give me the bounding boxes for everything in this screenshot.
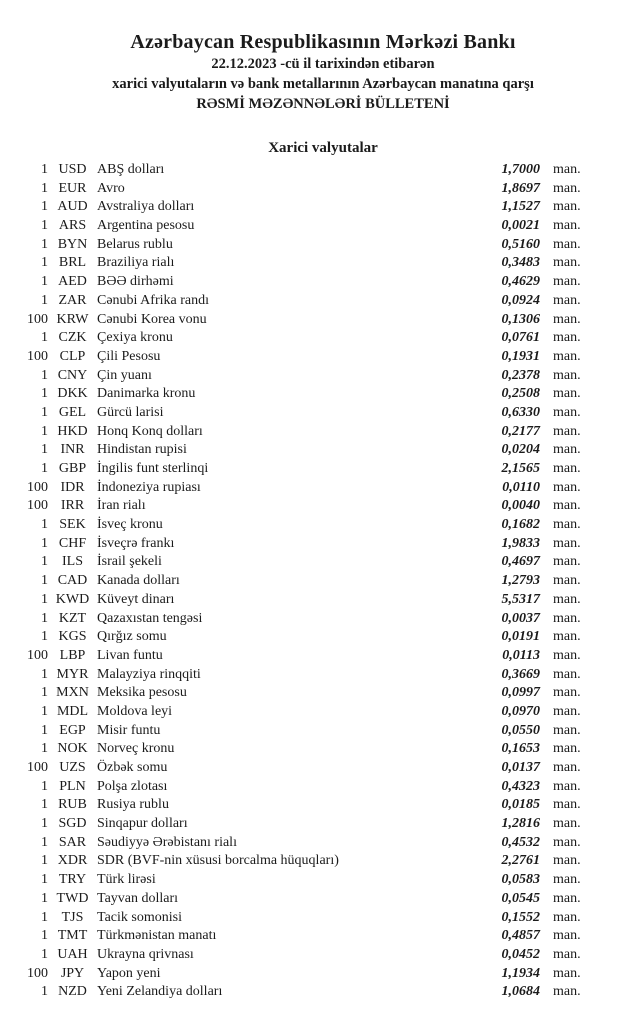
quantity-cell: 1	[41, 423, 48, 439]
currency-code-cell: AED	[58, 274, 87, 290]
unit-label-cell: man.	[553, 498, 581, 514]
rate-value-cell: 0,1653	[501, 741, 540, 757]
unit-label-cell: man.	[553, 573, 581, 589]
rate-row	[0, 348, 620, 367]
currency-code-cell: TRY	[58, 872, 87, 888]
currency-code-cell: EGP	[59, 722, 86, 738]
quantity-cell: 100	[27, 311, 48, 327]
rate-value-cell: 1,9833	[501, 535, 540, 551]
currency-code-cell: MDL	[56, 703, 89, 719]
currency-name-cell: İsveçrə frankı	[97, 535, 175, 551]
currency-code-cell: SEK	[59, 517, 86, 533]
unit-label-cell: man.	[553, 330, 581, 346]
quantity-cell: 1	[41, 629, 48, 645]
currency-name-cell: Malayziya rinqqiti	[97, 666, 201, 682]
quantity-cell: 1	[41, 946, 48, 962]
currency-name-cell: Çili Pesosu	[97, 348, 161, 364]
effective-date-line: 22.12.2023 -cü il tarixindən etibarən	[211, 56, 435, 72]
quantity-cell: 1	[41, 292, 48, 308]
quantity-cell: 1	[41, 853, 48, 869]
rate-value-cell: 0,0545	[501, 890, 540, 906]
currency-code-cell: MYR	[56, 666, 89, 682]
rate-value-cell: 0,0185	[501, 797, 540, 813]
rate-value-cell: 0,4532	[501, 834, 540, 850]
rate-value-cell: 0,0037	[501, 610, 540, 626]
quantity-cell: 1	[41, 778, 48, 794]
currency-code-cell: BRL	[58, 255, 87, 271]
unit-label-cell: man.	[553, 442, 581, 458]
rate-value-cell: 5,5317	[501, 591, 540, 607]
rate-value-cell: 0,1931	[501, 348, 540, 364]
rate-value-cell: 0,3669	[501, 666, 540, 682]
currency-name-cell: Moldova leyi	[97, 703, 173, 719]
rate-value-cell: 0,2378	[501, 367, 540, 383]
currency-name-cell: Yapon yeni	[97, 965, 161, 981]
rate-row	[0, 572, 620, 591]
unit-label-cell: man.	[553, 367, 581, 383]
unit-label-cell: man.	[553, 292, 581, 308]
rate-value-cell: 1,2816	[501, 816, 540, 832]
rate-row	[0, 796, 620, 815]
quantity-cell: 1	[41, 461, 48, 476]
rate-row	[0, 161, 620, 180]
rate-value-cell: 0,0113	[502, 647, 540, 663]
rate-row	[0, 535, 620, 554]
unit-label-cell: man.	[553, 797, 581, 813]
unit-label-cell: man.	[553, 703, 581, 719]
rate-row	[0, 273, 620, 292]
rate-row	[0, 460, 620, 479]
rate-value-cell: 0,0191	[501, 629, 540, 645]
quantity-cell: 100	[27, 647, 48, 663]
quantity-cell: 100	[27, 760, 48, 775]
currency-code-cell: CZK	[58, 330, 87, 346]
currency-code-cell: MXN	[56, 685, 89, 701]
section-title-foreign-currencies: Xarici valyutalar	[268, 140, 378, 156]
unit-label-cell: man.	[553, 816, 581, 832]
unit-label-cell: man.	[553, 479, 581, 495]
quantity-cell: 1	[41, 591, 48, 607]
currency-code-cell: LBP	[59, 647, 86, 663]
unit-label-cell: man.	[553, 722, 581, 738]
currency-code-cell: NZD	[58, 984, 87, 1000]
currency-name-cell: SDR (BVF-nin xüsusi borcalma hüquqları)	[97, 853, 339, 869]
currency-code-cell: BYN	[57, 236, 88, 252]
currency-code-cell: UZS	[59, 760, 86, 775]
quantity-cell: 1	[41, 928, 48, 944]
quantity-cell: 1	[41, 367, 48, 383]
currency-name-cell: ABŞ dolları	[97, 162, 165, 177]
rate-value-cell: 1,8697	[501, 180, 540, 196]
currency-name-cell: İndoneziya rupiası	[97, 479, 201, 495]
unit-label-cell: man.	[553, 909, 581, 925]
currency-code-cell: RUB	[58, 797, 87, 813]
unit-label-cell: man.	[553, 685, 581, 701]
rate-value-cell: 0,4323	[501, 778, 540, 794]
quantity-cell: 1	[41, 666, 48, 682]
quantity-cell: 1	[41, 610, 48, 626]
currency-code-cell: USD	[58, 162, 87, 177]
rate-value-cell: 1,2793	[501, 573, 540, 589]
quantity-cell: 1	[41, 442, 48, 458]
quantity-cell: 100	[27, 965, 48, 981]
rate-value-cell: 1,1527	[501, 199, 540, 215]
rate-value-cell: 0,0761	[501, 330, 540, 346]
quantity-cell: 1	[41, 816, 48, 832]
unit-label-cell: man.	[553, 965, 581, 981]
currency-name-cell: İsveç kronu	[97, 517, 163, 533]
rate-value-cell: 1,7000	[501, 162, 540, 177]
rate-value-cell: 0,1306	[501, 311, 540, 327]
rate-row	[0, 871, 620, 890]
rate-row	[0, 852, 620, 871]
currency-code-cell: TJS	[61, 909, 84, 925]
currency-code-cell: AUD	[57, 199, 88, 215]
unit-label-cell: man.	[553, 629, 581, 645]
currency-name-cell: İngilis funt sterlinqi	[97, 461, 209, 476]
currency-name-cell: BƏƏ dirhəmi	[97, 274, 174, 290]
currency-name-cell: Türkmənistan manatı	[97, 928, 217, 944]
rate-value-cell: 0,0040	[501, 498, 540, 514]
rate-row	[0, 497, 620, 516]
rate-row	[0, 890, 620, 909]
rate-row	[0, 404, 620, 423]
currency-code-cell: KWD	[55, 591, 90, 607]
unit-label-cell: man.	[553, 162, 581, 177]
currency-name-cell: Çexiya kronu	[97, 330, 173, 346]
rate-row	[0, 198, 620, 217]
rate-value-cell: 0,0970	[501, 703, 540, 719]
rate-row	[0, 610, 620, 629]
subtitle-line: xarici valyutaların və bank metallarının Azərbaycan manatına qarşı	[112, 76, 534, 92]
rate-value-cell: 2,2761	[501, 853, 540, 869]
unit-label-cell: man.	[553, 890, 581, 906]
rate-row	[0, 591, 620, 610]
unit-label-cell: man.	[553, 872, 581, 888]
rate-value-cell: 0,0021	[501, 218, 540, 234]
quantity-cell: 1	[41, 255, 48, 271]
rate-value-cell: 0,2177	[501, 423, 540, 439]
rate-row	[0, 722, 620, 741]
currency-code-cell: ZAR	[58, 292, 87, 308]
currency-name-cell: Qırğız somu	[97, 629, 167, 645]
currency-code-cell: KZT	[58, 610, 87, 626]
unit-label-cell: man.	[553, 610, 581, 626]
currency-name-cell: Səudiyyə Ərəbistanı rialı	[97, 834, 237, 850]
currency-name-cell: Belarus rublu	[97, 236, 173, 252]
currency-code-cell: KRW	[56, 311, 89, 327]
rate-value-cell: 0,0452	[501, 946, 540, 962]
unit-label-cell: man.	[553, 386, 581, 402]
quantity-cell: 1	[41, 890, 48, 906]
unit-label-cell: man.	[553, 180, 581, 196]
unit-label-cell: man.	[553, 666, 581, 682]
rate-value-cell: 0,4697	[501, 554, 540, 570]
rate-row	[0, 965, 620, 984]
currency-code-cell: PLN	[59, 778, 86, 794]
currency-code-cell: SAR	[58, 834, 87, 850]
currency-code-cell: IDR	[60, 479, 85, 495]
quantity-cell: 1	[41, 834, 48, 850]
currency-code-cell: HKD	[57, 423, 88, 439]
currency-name-cell: Livan funtu	[97, 647, 163, 663]
currency-name-cell: Küveyt dinarı	[97, 591, 175, 607]
rate-value-cell: 0,0110	[502, 479, 540, 495]
rate-row	[0, 983, 620, 1002]
quantity-cell: 1	[41, 722, 48, 738]
currency-code-cell: XDR	[57, 853, 88, 869]
quantity-cell: 1	[41, 685, 48, 701]
rate-row	[0, 479, 620, 498]
rate-row	[0, 311, 620, 330]
rate-value-cell: 0,0137	[501, 760, 540, 775]
unit-label-cell: man.	[553, 461, 581, 476]
rate-value-cell: 2,1565	[501, 461, 540, 476]
currency-name-cell: Argentina pesosu	[97, 218, 195, 234]
currency-name-cell: Danimarka kronu	[97, 386, 196, 402]
rate-row	[0, 180, 620, 199]
currency-name-cell: Çin yuanı	[97, 367, 152, 383]
currency-code-cell: INR	[60, 442, 85, 458]
quantity-cell: 1	[41, 797, 48, 813]
currency-name-cell: Rusiya rublu	[97, 797, 169, 813]
currency-code-cell: CAD	[57, 573, 88, 589]
currency-name-cell: Özbək somu	[97, 760, 168, 775]
currency-code-cell: CHF	[58, 535, 87, 551]
rate-row	[0, 254, 620, 273]
unit-label-cell: man.	[553, 946, 581, 962]
unit-label-cell: man.	[553, 535, 581, 551]
unit-label-cell: man.	[553, 554, 581, 570]
rate-value-cell: 0,1552	[501, 909, 540, 925]
quantity-cell: 100	[27, 479, 48, 495]
unit-label-cell: man.	[553, 423, 581, 439]
unit-label-cell: man.	[553, 834, 581, 850]
quantity-cell: 1	[41, 535, 48, 551]
rate-row	[0, 946, 620, 965]
quantity-cell: 1	[41, 386, 48, 402]
quantity-cell: 100	[27, 498, 48, 514]
rate-row	[0, 909, 620, 928]
rate-row	[0, 927, 620, 946]
currency-code-cell: IRR	[60, 498, 85, 514]
currency-name-cell: Yeni Zelandiya dolları	[97, 984, 223, 1000]
currency-name-cell: İsrail şekeli	[97, 554, 162, 570]
rate-row	[0, 217, 620, 236]
quantity-cell: 1	[41, 741, 48, 757]
rate-row	[0, 385, 620, 404]
rate-value-cell: 1,0684	[501, 984, 540, 1000]
currency-code-cell: TWD	[56, 890, 89, 906]
rate-value-cell: 0,0924	[501, 292, 540, 308]
quantity-cell: 1	[41, 274, 48, 290]
currency-name-cell: Cənubi Afrika randı	[97, 292, 209, 308]
rate-row	[0, 740, 620, 759]
currency-code-cell: KGS	[58, 629, 87, 645]
rate-row	[0, 516, 620, 535]
unit-label-cell: man.	[553, 218, 581, 234]
rate-row	[0, 703, 620, 722]
rate-row	[0, 367, 620, 386]
currency-name-cell: Ukrayna qrivnası	[97, 946, 194, 962]
currency-name-cell: Polşa zlotası	[97, 778, 168, 794]
rate-value-cell: 0,2508	[501, 386, 540, 402]
rate-value-cell: 0,3483	[501, 255, 540, 271]
currency-name-cell: Meksika pesosu	[97, 685, 187, 701]
rate-row	[0, 423, 620, 442]
quantity-cell: 1	[41, 703, 48, 719]
rate-value-cell: 0,4629	[501, 274, 540, 290]
currency-code-cell: CLP	[59, 348, 86, 364]
exchange-rates-table	[0, 161, 620, 1002]
currency-code-cell: EUR	[58, 180, 87, 196]
quantity-cell: 1	[41, 872, 48, 888]
currency-code-cell: DKK	[57, 386, 88, 402]
rate-value-cell: 0,6330	[501, 404, 540, 420]
quantity-cell: 1	[41, 330, 48, 346]
rate-value-cell: 0,0997	[501, 685, 540, 701]
unit-label-cell: man.	[553, 517, 581, 533]
rate-value-cell: 0,1682	[501, 517, 540, 533]
quantity-cell: 1	[41, 199, 48, 215]
rate-value-cell: 0,4857	[501, 928, 540, 944]
quantity-cell: 1	[41, 162, 48, 177]
unit-label-cell: man.	[553, 984, 581, 1000]
quantity-cell: 1	[41, 517, 48, 533]
quantity-cell: 1	[41, 404, 48, 420]
rate-value-cell: 1,1934	[501, 965, 540, 981]
rate-value-cell: 0,0204	[501, 442, 540, 458]
currency-name-cell: Hindistan rupisi	[97, 442, 187, 458]
rate-row	[0, 329, 620, 348]
currency-code-cell: UAH	[57, 946, 88, 962]
currency-name-cell: Cənubi Korea vonu	[97, 311, 207, 327]
unit-label-cell: man.	[553, 853, 581, 869]
unit-label-cell: man.	[553, 404, 581, 420]
unit-label-cell: man.	[553, 255, 581, 271]
bulletin-title: RƏSMİ MƏZƏNNƏLƏRİ BÜLLETENİ	[196, 96, 450, 112]
rate-row	[0, 778, 620, 797]
rate-row	[0, 666, 620, 685]
unit-label-cell: man.	[553, 591, 581, 607]
quantity-cell: 1	[41, 909, 48, 925]
currency-name-cell: Kanada dolları	[97, 573, 180, 589]
rate-row	[0, 647, 620, 666]
quantity-cell: 100	[27, 348, 48, 364]
rate-row	[0, 815, 620, 834]
unit-label-cell: man.	[553, 311, 581, 327]
unit-label-cell: man.	[553, 236, 581, 252]
currency-code-cell: NOK	[57, 741, 88, 757]
currency-code-cell: JPY	[60, 965, 85, 981]
currency-code-cell: CNY	[57, 367, 88, 383]
currency-name-cell: Gürcü larisi	[97, 404, 164, 420]
unit-label-cell: man.	[553, 741, 581, 757]
rate-value-cell: 0,0583	[501, 872, 540, 888]
rate-row	[0, 236, 620, 255]
currency-code-cell: GBP	[58, 461, 87, 476]
rate-row	[0, 684, 620, 703]
currency-name-cell: Qazaxıstan tengəsi	[97, 610, 203, 626]
unit-label-cell: man.	[553, 199, 581, 215]
unit-label-cell: man.	[553, 348, 581, 364]
currency-code-cell: TMT	[57, 928, 88, 944]
rate-row	[0, 292, 620, 311]
currency-code-cell: GEL	[58, 404, 87, 420]
currency-name-cell: Avstraliya dolları	[97, 199, 195, 215]
rate-value-cell: 0,5160	[501, 236, 540, 252]
currency-name-cell: Tacik somonisi	[97, 909, 182, 925]
unit-label-cell: man.	[553, 778, 581, 794]
rate-row	[0, 628, 620, 647]
quantity-cell: 1	[41, 180, 48, 196]
rate-row	[0, 553, 620, 572]
quantity-cell: 1	[41, 573, 48, 589]
bulletin-header	[0, 30, 620, 114]
quantity-cell: 1	[41, 554, 48, 570]
currency-name-cell: Türk lirəsi	[97, 872, 156, 888]
currency-code-cell: SGD	[58, 816, 87, 832]
currency-code-cell: ILS	[62, 554, 83, 570]
currency-name-cell: Honq Konq dolları	[97, 423, 203, 439]
quantity-cell: 1	[41, 218, 48, 234]
rate-row	[0, 834, 620, 853]
unit-label-cell: man.	[553, 928, 581, 944]
currency-name-cell: Sinqapur dolları	[97, 816, 188, 832]
bank-name-title: Azərbaycan Respublikasının Mərkəzi Bankı	[130, 31, 516, 53]
unit-label-cell: man.	[553, 274, 581, 290]
quantity-cell: 1	[41, 236, 48, 252]
currency-name-cell: Braziliya rialı	[97, 255, 175, 271]
currency-name-cell: Tayvan dolları	[97, 890, 179, 906]
quantity-cell: 1	[41, 984, 48, 1000]
currency-name-cell: Avro	[97, 180, 125, 196]
currency-name-cell: İran rialı	[97, 498, 146, 514]
currency-name-cell: Norveç kronu	[97, 741, 175, 757]
rate-row	[0, 759, 620, 778]
currency-code-cell: ARS	[58, 218, 87, 234]
currency-name-cell: Misir funtu	[97, 722, 161, 738]
rate-row	[0, 441, 620, 460]
rate-value-cell: 0,0550	[501, 722, 540, 738]
unit-label-cell: man.	[553, 647, 581, 663]
unit-label-cell: man.	[553, 760, 581, 775]
